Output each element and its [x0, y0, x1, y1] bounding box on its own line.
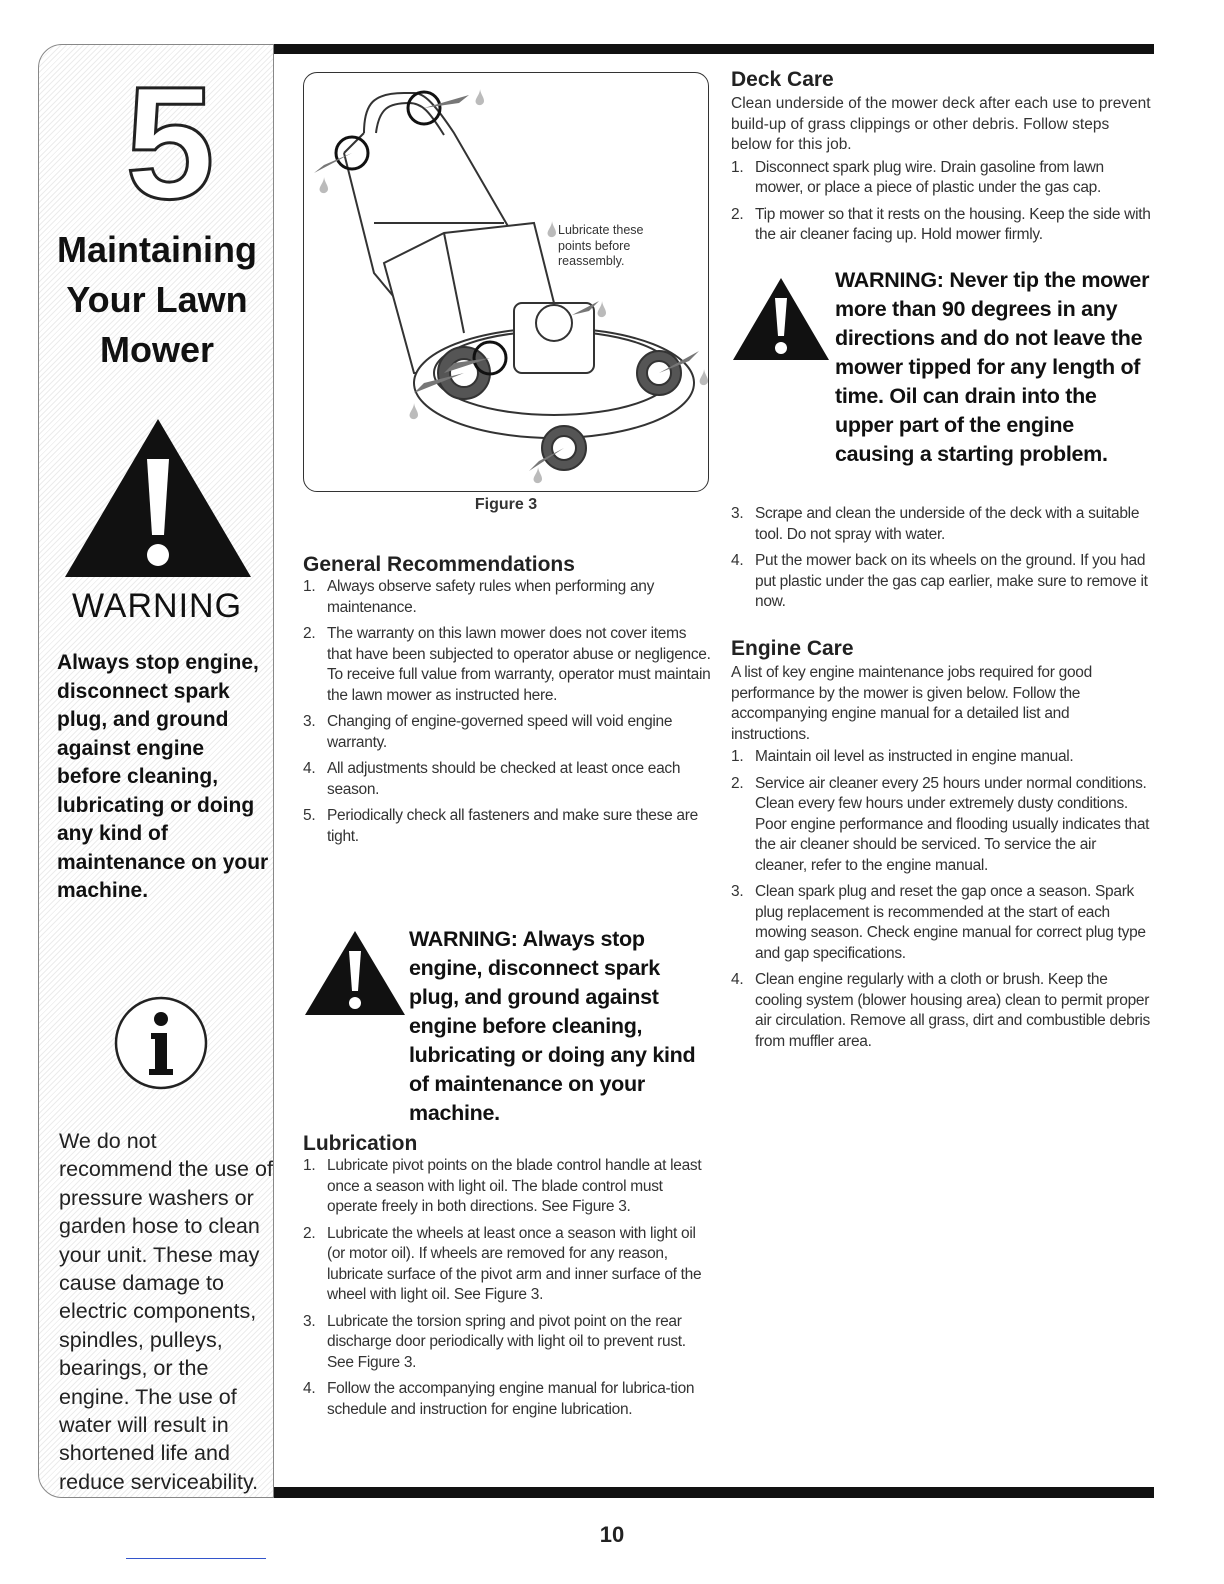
lubrication-section	[303, 1132, 713, 1426]
sidebar-warning-text: Always stop engine, disconnect spark plug, and ground against engine before cleaning, lubricating or doing any kind of maintenance on your machine.	[57, 651, 269, 902]
list-item: 4. All adjustments should be checked at least once each season.	[303, 760, 681, 798]
warning-triangle-icon	[303, 929, 407, 1017]
sidebar-info-text: We do not recommend the use of pressure washers or garden hose to clean your unit. These may cause damage to electric components, spindles, pulleys, bearings, or the engine. The use of water will result in shortened life and reduce serviceability.	[59, 1129, 273, 1494]
list-item: 4. Put the mower back on its wheels on the ground. If you had put plastic under the gas cap earlier, make sure to remove it now.	[731, 552, 1148, 610]
page-number: 10	[599, 1522, 625, 1547]
svg-text:5: 5	[125, 63, 215, 213]
section-heading: Engine Care	[731, 637, 854, 660]
list-item: 3. Clean spark plug and reset the gap once a season. Spark plug replacement is recommended at the start of each mowing season. Check engine manual for correct plug type and gap specifications.	[731, 883, 1146, 962]
list-item: 2. Service air cleaner every 25 hours under normal conditions. Clean every few hours under extremely dusty conditions. Poor engine performance and flooding usually indicates that the air cleaner should be serviced. To service the air cleaner, refer to the engine manual.	[731, 774, 1150, 874]
section-heading: General Recommendations	[303, 553, 575, 576]
chapter-number	[115, 63, 225, 213]
deck-warning-text: WARNING: Never tip the mower more than 90 degrees in any directions and do not leave the mower tipped for any length of time. Oil can drain into the upper part of the engine causing a starting problem.	[835, 268, 1150, 466]
list-item: 1. Lubricate pivot points on the blade control handle at least once a season with light oil. The blade control must operate freely in both directions. See Figure 3.	[303, 1157, 702, 1215]
sidebar	[38, 44, 274, 1498]
engine-care-section	[731, 637, 1151, 1058]
chapter-title-line: Your Lawn	[66, 279, 248, 320]
lawn-mower-illustration	[304, 73, 708, 491]
section-heading: Deck Care	[731, 68, 834, 91]
general-list	[303, 577, 713, 847]
section-heading: Lubrication	[303, 1132, 418, 1155]
deck-list-a	[731, 158, 1151, 246]
list-item: 1. Maintain oil level as instructed in engine manual.	[731, 748, 1074, 765]
lubrication-list	[303, 1156, 713, 1420]
chapter-title	[39, 225, 274, 375]
section-intro: A list of key engine maintenance jobs required for good performance by the mower is given below. Follow the accompanying engine manual for a detailed list and instructions.	[731, 664, 1092, 743]
general-warning-text: WARNING: Always stop engine, disconnect spark plug, and ground against engine before cleaning, lubricating or doing any kind of maintenance on your machine.	[409, 927, 696, 1125]
footer-link-underline	[126, 1558, 266, 1559]
chapter-title-line: Maintaining	[57, 229, 257, 270]
general-recommendations-section	[303, 553, 713, 853]
section-intro: Clean underside of the mower deck after each use to prevent build-up of grass clippings or other debris. Follow steps below for this job.	[731, 95, 1151, 153]
info-icon	[113, 995, 209, 1091]
list-item: 2. Tip mower so that it rests on the housing. Keep the side with the air cleaner facing up. Hold mower firmly.	[731, 205, 1151, 243]
deck-care-section	[731, 68, 1151, 252]
engine-list	[731, 747, 1151, 1052]
warning-triangle-icon	[63, 417, 253, 579]
list-item: 1. Always observe safety rules when performing any maintenance.	[303, 578, 655, 616]
list-item: 3. Changing of engine-governed speed will void engine warranty.	[303, 713, 673, 751]
list-item: 4. Clean engine regularly with a cloth or brush. Keep the cooling system (blower housing area) clean to permit proper air circulation. Remove all grass, dirt and combustible debris from muffler area.	[731, 971, 1150, 1050]
general-warning-block	[303, 925, 713, 1128]
chapter-title-line: Mower	[99, 329, 214, 370]
list-item: 2. Lubricate the wheels at least once a season with light oil (or motor oil). If wheels are removed for any reason, lubricate surface of the pivot arm and inner surface of the wheel with light oil. See Figure 3.	[303, 1224, 702, 1303]
figure-3-box	[303, 72, 709, 492]
top-rule	[270, 44, 1154, 54]
list-item: 1. Disconnect spark plug wire. Drain gasoline from lawn mower, or place a piece of plastic under the gas cap.	[731, 158, 1104, 196]
figure-caption: Figure 3	[474, 496, 538, 513]
deck-care-continued	[731, 504, 1151, 619]
deck-warning-block	[731, 266, 1151, 469]
list-item: 3. Scrape and clean the underside of the deck with a suitable tool. Do not spray with water.	[731, 505, 1140, 543]
list-item: 5. Periodically check all fasteners and make sure these are tight.	[303, 807, 698, 845]
list-item: 3. Lubricate the torsion spring and pivot point on the rear discharge door periodically with light oil to prevent rust. See Figure 3.	[303, 1312, 686, 1371]
list-item: 4. Follow the accompanying engine manual for lubrica-tion schedule and instruction for engine lubrication.	[303, 1380, 695, 1418]
warning-triangle-icon	[731, 276, 831, 362]
deck-list-b	[731, 504, 1151, 613]
sidebar-warning-label: WARNING	[71, 587, 243, 625]
figure-callout: Lubricate these points before reassembly.	[558, 223, 644, 268]
list-item: 2. The warranty on this lawn mower does not cover items that have been subjected to operator abuse or negligence. To receive full value from warranty, operator must maintain the lawn mower as instructed here.	[303, 625, 711, 704]
bottom-rule	[270, 1487, 1154, 1498]
